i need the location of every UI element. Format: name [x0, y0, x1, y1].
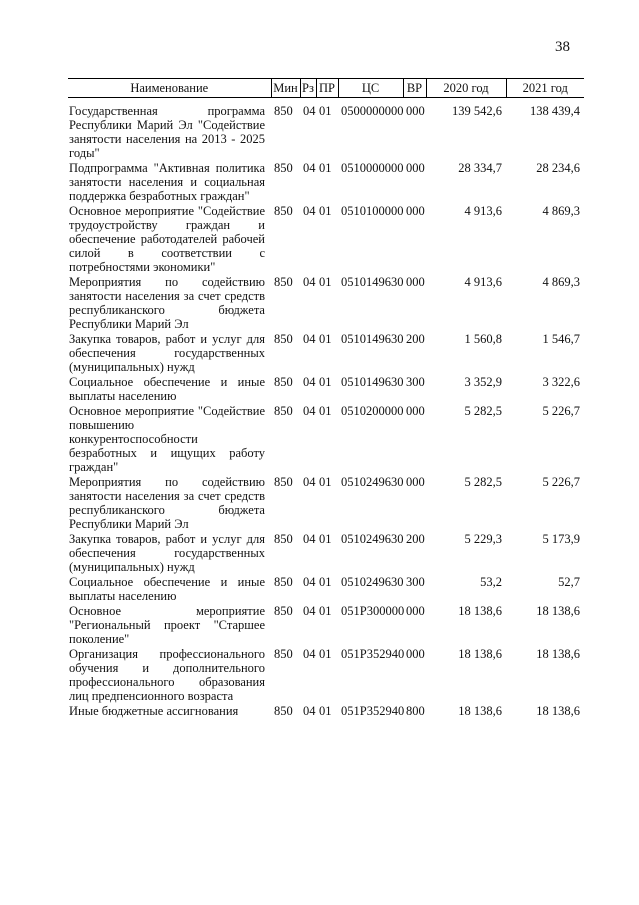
row-cs: 0510249630	[341, 475, 404, 489]
table-row	[68, 332, 584, 375]
table-row	[68, 704, 584, 719]
row-vr: 800	[406, 704, 425, 718]
row-amount-2021: 18 138,6	[536, 647, 580, 661]
row-name: Основное мероприятие "Региональный проект "Старшее поколение"	[69, 604, 265, 646]
row-rz: 04	[303, 575, 316, 589]
row-amount-2021: 5 226,7	[542, 404, 580, 418]
table-row	[68, 475, 584, 532]
row-vr: 300	[406, 375, 425, 389]
row-min: 850	[274, 275, 293, 289]
row-pr: 01	[319, 404, 332, 418]
table-row	[68, 575, 584, 604]
row-pr: 01	[319, 604, 332, 618]
row-vr: 000	[406, 604, 425, 618]
row-pr: 01	[319, 532, 332, 546]
row-min: 850	[274, 704, 293, 718]
row-rz: 04	[303, 104, 316, 118]
row-rz: 04	[303, 532, 316, 546]
table-row	[68, 375, 584, 404]
row-pr: 01	[319, 575, 332, 589]
row-min: 850	[274, 475, 293, 489]
row-min: 850	[274, 404, 293, 418]
row-min: 850	[274, 647, 293, 661]
row-vr: 000	[406, 404, 425, 418]
row-vr: 000	[406, 647, 425, 661]
row-amount-2020: 4 913,6	[464, 204, 502, 218]
row-pr: 01	[319, 647, 332, 661]
row-amount-2021: 3 322,6	[542, 375, 580, 389]
row-cs: 0500000000	[341, 104, 404, 118]
row-cs: 0510149630	[341, 332, 404, 346]
row-name: Социальное обеспечение и иные выплаты населению	[69, 375, 265, 403]
row-min: 850	[274, 204, 293, 218]
row-amount-2020: 18 138,6	[458, 604, 502, 618]
row-vr: 200	[406, 332, 425, 346]
row-amount-2020: 1 560,8	[464, 332, 502, 346]
table-row	[68, 604, 584, 647]
row-vr: 000	[406, 275, 425, 289]
header-name: Наименование	[68, 79, 271, 98]
row-amount-2021: 18 138,6	[536, 704, 580, 718]
header-pr: ПР	[316, 79, 338, 98]
row-vr: 000	[406, 475, 425, 489]
row-vr: 300	[406, 575, 425, 589]
row-amount-2020: 53,2	[480, 575, 502, 589]
table-row	[68, 204, 584, 275]
row-pr: 01	[319, 475, 332, 489]
row-amount-2020: 4 913,6	[464, 275, 502, 289]
row-amount-2021: 138 439,4	[530, 104, 580, 118]
row-rz: 04	[303, 275, 316, 289]
row-pr: 01	[319, 704, 332, 718]
table-row	[68, 275, 584, 332]
row-pr: 01	[319, 161, 332, 175]
row-name: Мероприятия по содействию занятости населения за счет средств республиканского бюджета Республики Марий Эл	[69, 475, 265, 531]
table-row	[68, 161, 584, 204]
row-min: 850	[274, 104, 293, 118]
row-amount-2021: 4 869,3	[542, 204, 580, 218]
row-name: Организация профессионального обучения и дополнительного профессионального образования лиц предпенсионного возраста	[69, 647, 265, 703]
row-amount-2021: 1 546,7	[542, 332, 580, 346]
row-vr: 000	[406, 104, 425, 118]
row-cs: 051P300000	[341, 604, 405, 618]
row-amount-2021: 52,7	[558, 575, 580, 589]
row-min: 850	[274, 575, 293, 589]
row-name: Социальное обеспечение и иные выплаты населению	[69, 575, 265, 603]
row-cs: 0510200000	[341, 404, 404, 418]
table-row	[68, 98, 584, 162]
header-2020: 2020 год	[426, 79, 506, 98]
row-rz: 04	[303, 204, 316, 218]
row-min: 850	[274, 332, 293, 346]
row-rz: 04	[303, 161, 316, 175]
header-2021: 2021 год	[506, 79, 584, 98]
row-cs: 0510249630	[341, 532, 404, 546]
row-amount-2020: 5 282,5	[464, 404, 502, 418]
row-pr: 01	[319, 275, 332, 289]
table-header	[68, 79, 584, 98]
row-pr: 01	[319, 104, 332, 118]
row-vr: 200	[406, 532, 425, 546]
row-amount-2020: 28 334,7	[458, 161, 502, 175]
row-name: Мероприятия по содействию занятости населения за счет средств республиканского бюджета Республики Марий Эл	[69, 275, 265, 331]
row-amount-2020: 5 282,5	[464, 475, 502, 489]
row-rz: 04	[303, 604, 316, 618]
row-cs: 0510149630	[341, 375, 404, 389]
header-cs: ЦС	[338, 79, 403, 98]
row-name: Государственная программа Республики Марий Эл "Содействие занятости населения на 2013 - 2025 годы"	[69, 104, 265, 160]
page-number: 38	[555, 39, 570, 55]
row-name: Иные бюджетные ассигнования	[69, 704, 239, 718]
row-cs: 0510149630	[341, 275, 404, 289]
row-amount-2021: 18 138,6	[536, 604, 580, 618]
row-vr: 000	[406, 161, 425, 175]
row-name: Закупка товаров, работ и услуг для обеспечения государственных (муниципальных) нужд	[69, 532, 265, 574]
row-amount-2021: 28 234,6	[536, 161, 580, 175]
row-rz: 04	[303, 704, 316, 718]
row-min: 850	[274, 604, 293, 618]
row-pr: 01	[319, 375, 332, 389]
row-min: 850	[274, 375, 293, 389]
row-min: 850	[274, 532, 293, 546]
row-cs: 0510100000	[341, 204, 404, 218]
row-pr: 01	[319, 204, 332, 218]
row-cs: 051P352940	[341, 647, 405, 661]
row-cs: 0510000000	[341, 161, 404, 175]
budget-table	[68, 78, 584, 719]
row-name: Подпрограмма "Активная политика занятости населения и социальная поддержка безработных граждан"	[69, 161, 265, 203]
row-amount-2020: 5 229,3	[464, 532, 502, 546]
row-name: Основное мероприятие "Содействие повышению конкурентоспособности безработных и ищущих работу граждан"	[69, 404, 265, 474]
row-pr: 01	[319, 332, 332, 346]
row-amount-2021: 5 226,7	[542, 475, 580, 489]
header-rz: Рз	[300, 79, 316, 98]
row-amount-2021: 5 173,9	[542, 532, 580, 546]
row-vr: 000	[406, 204, 425, 218]
row-name: Закупка товаров, работ и услуг для обеспечения государственных (муниципальных) нужд	[69, 332, 265, 374]
row-amount-2020: 3 352,9	[464, 375, 502, 389]
table-row	[68, 647, 584, 704]
row-cs: 0510249630	[341, 575, 404, 589]
row-rz: 04	[303, 647, 316, 661]
row-name: Основное мероприятие "Содействие трудоустройству граждан и обеспечение работодателей рабочей силой в соответствии с потребностями экономики"	[69, 204, 265, 274]
row-amount-2020: 18 138,6	[458, 704, 502, 718]
row-amount-2020: 139 542,6	[452, 104, 502, 118]
header-min: Мин	[271, 79, 300, 98]
header-vr: ВР	[403, 79, 426, 98]
row-rz: 04	[303, 375, 316, 389]
row-cs: 051P352940	[341, 704, 405, 718]
row-min: 850	[274, 161, 293, 175]
row-rz: 04	[303, 332, 316, 346]
table-row	[68, 404, 584, 475]
row-amount-2020: 18 138,6	[458, 647, 502, 661]
row-amount-2021: 4 869,3	[542, 275, 580, 289]
table-body	[68, 98, 584, 720]
table-row	[68, 532, 584, 575]
row-rz: 04	[303, 475, 316, 489]
row-rz: 04	[303, 404, 316, 418]
